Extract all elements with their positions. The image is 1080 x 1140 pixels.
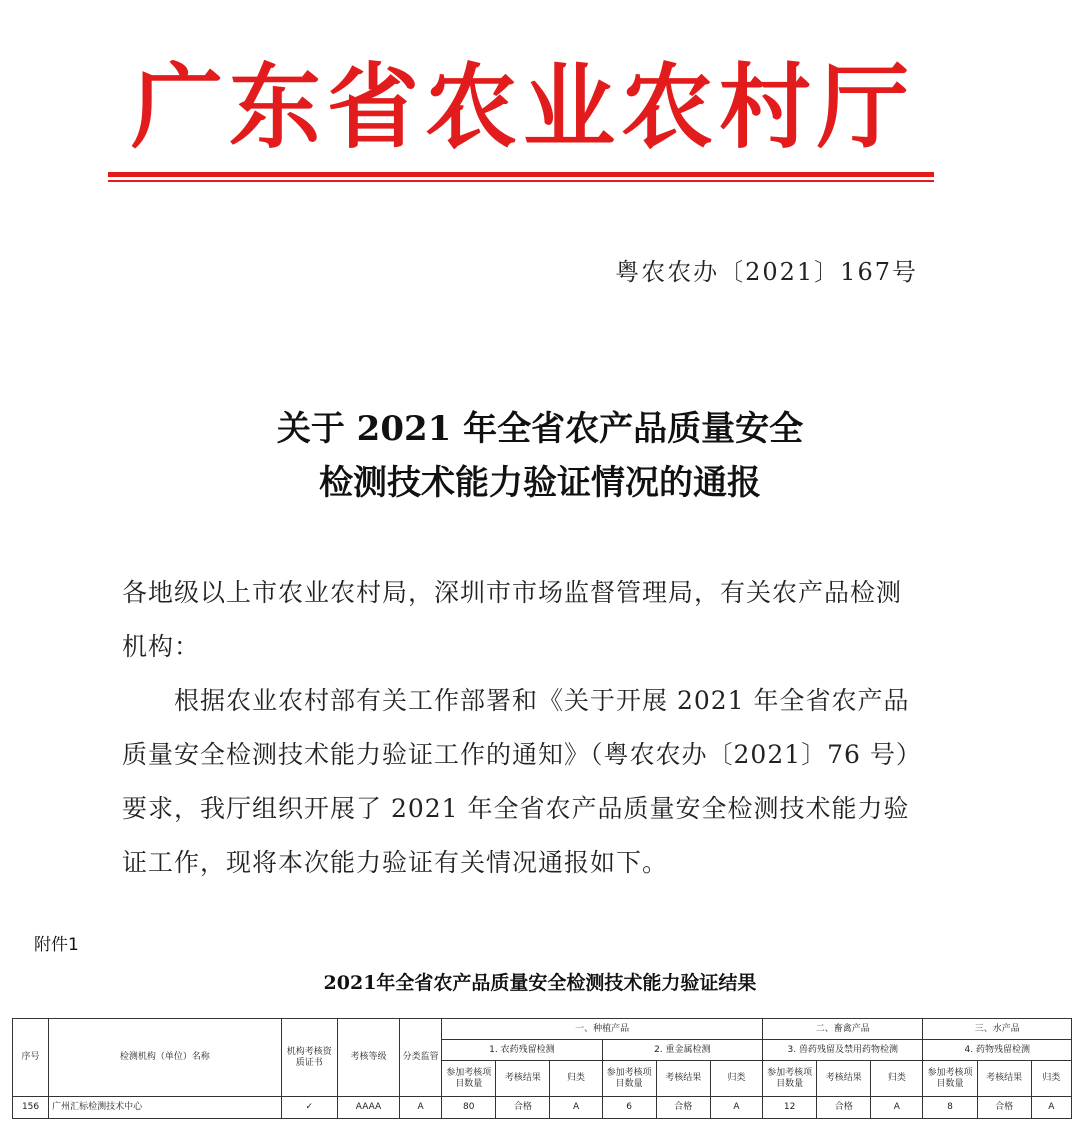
row-seq: 156 [13, 1097, 49, 1119]
header-category: 归类 [710, 1061, 762, 1097]
header-items: 参加考核项目数量 [923, 1061, 977, 1097]
row-s2-items: 6 [602, 1097, 656, 1119]
row-s4-result: 合格 [977, 1097, 1031, 1119]
header-divider-thick [108, 172, 934, 177]
row-s2-category: A [710, 1097, 762, 1119]
header-seq: 序号 [13, 1019, 49, 1097]
row-grade: AAAA [337, 1097, 399, 1119]
header-sub-pesticide: 1. 农药残留检测 [442, 1040, 602, 1061]
header-supervision: 分类监管 [400, 1019, 442, 1097]
row-cert-check: ✓ [281, 1097, 337, 1119]
header-items: 参加考核项目数量 [442, 1061, 496, 1097]
header-category: 归类 [871, 1061, 923, 1097]
header-items: 参加考核项目数量 [763, 1061, 817, 1097]
row-s1-items: 80 [442, 1097, 496, 1119]
header-items: 参加考核项目数量 [602, 1061, 656, 1097]
row-s3-items: 12 [763, 1097, 817, 1119]
row-org-name: 广州汇标检测技术中心 [49, 1097, 282, 1119]
header-sub-vet-drug: 3. 兽药残留及禁用药物检测 [763, 1040, 923, 1061]
row-s4-items: 8 [923, 1097, 977, 1119]
notice-title-line-2: 检测技术能力验证情况的通报 [319, 463, 761, 503]
header-org-name: 检测机构（单位）名称 [49, 1019, 282, 1097]
row-s3-result: 合格 [817, 1097, 871, 1119]
row-s3-category: A [871, 1097, 923, 1119]
table-row [13, 1097, 1072, 1119]
row-s1-category: A [550, 1097, 602, 1119]
addressee-paragraph: 各地级以上市农业农村局，深圳市市场监督管理局，有关农产品检测机构： [122, 578, 903, 661]
header-result: 考核结果 [656, 1061, 710, 1097]
header-group-livestock: 二、畜禽产品 [763, 1019, 923, 1040]
header-result: 考核结果 [977, 1061, 1031, 1097]
header-divider-thin [108, 180, 934, 182]
header-category: 归类 [1031, 1061, 1071, 1097]
header-group-planting: 一、种植产品 [442, 1019, 763, 1040]
row-s4-category: A [1031, 1097, 1071, 1119]
table-title: 2021年全省农产品质量安全检测技术能力验证结果 [323, 972, 757, 994]
header-result: 考核结果 [496, 1061, 550, 1097]
results-table [12, 1018, 1072, 1119]
attachment-label: 附件1 [34, 935, 79, 955]
notice-title [0, 402, 1080, 510]
header-category: 归类 [550, 1061, 602, 1097]
body-paragraph: 根据农业农村部有关工作部署和《关于开展 2021 年全省农产品质量安全检测技术能力验证工作的通知》（粤农农办〔2021〕76 号）要求，我厅组织开展了 2021 年全省农产品质量安全检测技术能力验证工作，现将本次能力验证有关情况通报如下。 [122, 686, 922, 877]
row-supervision: A [400, 1097, 442, 1119]
header-result: 考核结果 [817, 1061, 871, 1097]
header-cert: 机构考核资质证书 [281, 1019, 337, 1097]
header-sub-drug-residue: 4. 药物残留检测 [923, 1040, 1072, 1061]
issuing-organization: 广东省农业农村厅 [130, 53, 915, 161]
header-row-groups [13, 1019, 1072, 1040]
row-s1-result: 合格 [496, 1097, 550, 1119]
notice-title-line-1: 关于 2021 年全省农产品质量安全 [276, 409, 804, 449]
header-grade: 考核等级 [337, 1019, 399, 1097]
header-group-aquatic: 三、水产品 [923, 1019, 1072, 1040]
row-s2-result: 合格 [656, 1097, 710, 1119]
header-sub-heavy-metal: 2. 重金属检测 [602, 1040, 762, 1061]
document-number: 粤农农办〔2021〕167号 [615, 258, 918, 286]
